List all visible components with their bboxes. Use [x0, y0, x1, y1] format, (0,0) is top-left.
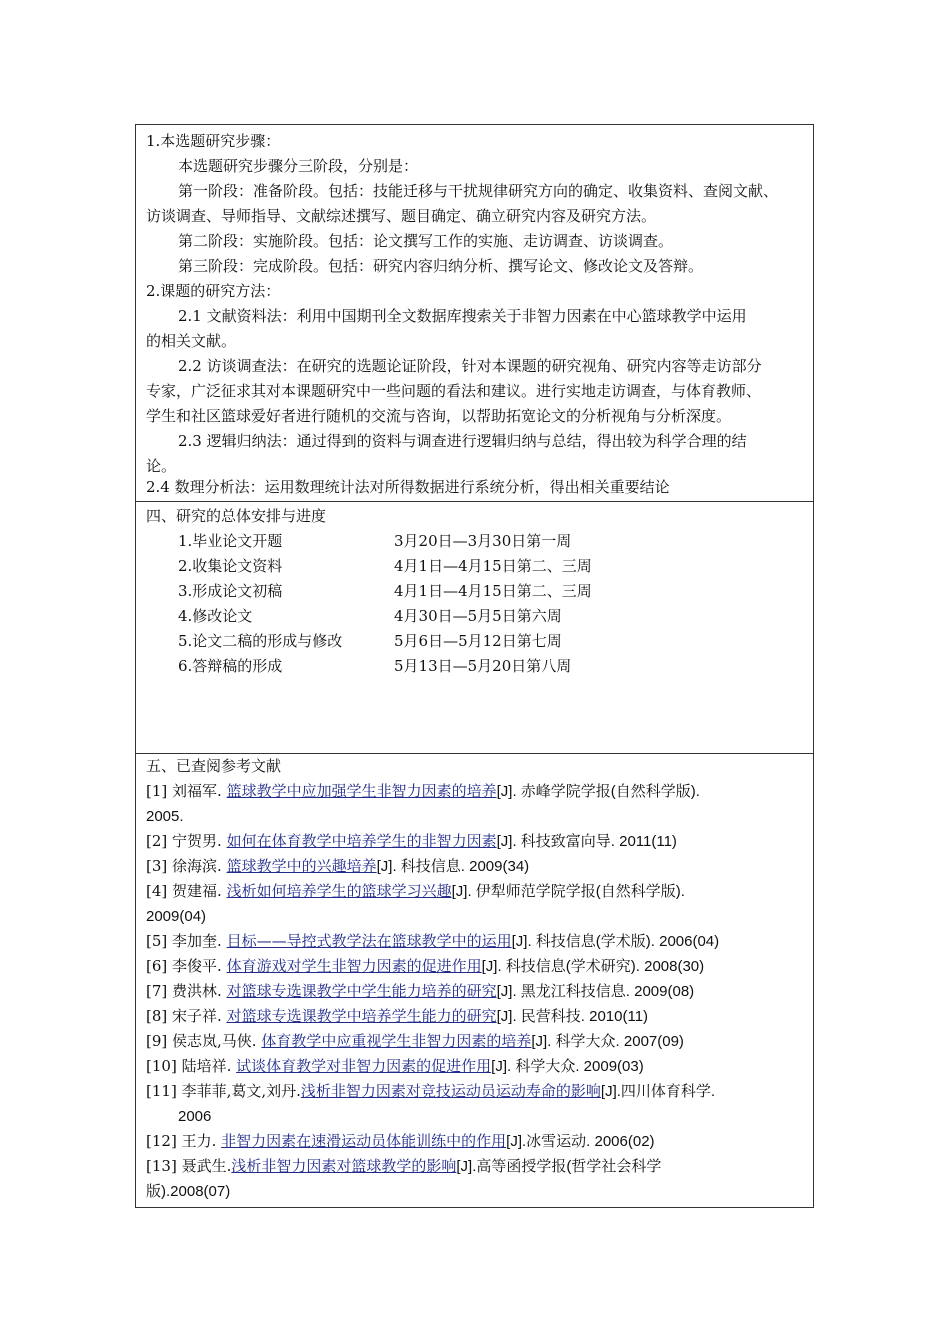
- reference-item: [1] 刘福军. 篮球教学中应加强学生非智力因素的培养[J]. 赤峰学院学报(自然科学版).: [146, 782, 700, 800]
- reference-title-link[interactable]: 浅析非智力因素对篮球教学的影响: [231, 1157, 457, 1175]
- reference-title-link[interactable]: 非智力因素在速滑运动员体能训练中的作用: [221, 1132, 507, 1150]
- reference-item: [9] 侯志岚,马俠. 体育教学中应重视学生非智力因素的培养[J]. 科学大众. 2007(09): [146, 1032, 684, 1050]
- references-heading: 五、已查阅参考文献: [146, 757, 282, 775]
- reference-continuation: 2006: [178, 1108, 212, 1125]
- method-literature-line1: 2.1 文献资料法：利用中国期刊全文数据库搜索关于非智力因素在中心篮球教学中运用: [178, 307, 747, 325]
- schedule-date: 5月6日—5月12日第七周: [394, 632, 562, 650]
- schedule-task: 1.毕业论文开题: [178, 532, 283, 550]
- schedule-task: 3.形成论文初稿: [178, 582, 283, 600]
- stage-one-line1: 第一阶段：准备阶段。包括：技能迁移与干扰规律研究方向的确定、收集资料、查阅文献、: [178, 182, 779, 200]
- reference-title-link[interactable]: 如何在体育教学中培养学生的非智力因素: [226, 832, 497, 850]
- schedule-date: 3月20日—3月30日第一周: [394, 532, 572, 550]
- reference-item: [12] 王力. 非智力因素在速滑运动员体能训练中的作用[J].冰雪运动. 2006(02): [146, 1132, 655, 1150]
- steps-heading: 1.本选题研究步骤：: [146, 132, 281, 150]
- reference-continuation: 2009(04): [146, 908, 207, 925]
- references-cell: [136, 753, 813, 1207]
- proposal-table: [135, 124, 814, 1208]
- schedule-task: 6.答辩稿的形成: [178, 657, 283, 675]
- reference-continuation: 2005.: [146, 808, 184, 825]
- reference-title-link[interactable]: 浅析非智力因素对竞技运动员运动寿命的影响: [300, 1082, 601, 1100]
- reference-title-link[interactable]: 试谈体育教学对非智力因素的促进作用: [236, 1057, 492, 1075]
- reference-item: [8] 宋子祥. 对篮球专选课教学中培养学生能力的研究[J]. 民营科技. 2010(11): [146, 1007, 649, 1025]
- method-interview-line2: 专家，广泛征求其对本课题研究中一些问题的看法和建议。进行实地走访调查，与体育教师、: [146, 382, 762, 400]
- method-interview-line3: 学生和社区篮球爱好者进行随机的交流与咨询，以帮助拓宽论文的分析视角与分析深度。: [146, 407, 732, 425]
- method-statistics: 2.4 数理分析法：运用数理统计法对所得数据进行系统分析，得出相关重要结论: [146, 478, 670, 496]
- reference-continuation: 版).2008(07): [146, 1183, 231, 1200]
- schedule-date: 4月1日—4月15日第二、三周: [394, 557, 592, 575]
- schedule-task: 2.收集论文资料: [178, 557, 283, 575]
- stage-two: 第二阶段：实施阶段。包括：论文撰写工作的实施、走访调查、访谈调查。: [178, 232, 674, 250]
- method-logic-line1: 2.3 逻辑归纳法：通过得到的资料与调查进行逻辑归纳与总结，得出较为科学合理的结: [178, 432, 747, 450]
- research-steps-cell: [136, 125, 813, 501]
- schedule-date: 4月1日—4月15日第二、三周: [394, 582, 592, 600]
- stage-three: 第三阶段：完成阶段。包括：研究内容归纳分析、撰写论文、修改论文及答辩。: [178, 257, 704, 275]
- schedule-task: 4.修改论文: [178, 607, 253, 625]
- method-literature-line2: 的相关文献。: [146, 332, 237, 350]
- reference-title-link[interactable]: 篮球教学中的兴趣培养: [226, 857, 377, 875]
- schedule-date: 4月30日—5月5日第六周: [394, 607, 562, 625]
- steps-intro: 本选题研究步骤分三阶段，分别是：: [178, 157, 419, 175]
- reference-item: [11] 李菲菲,葛文,刘丹.浅析非智力因素对竞技运动员运动寿命的影响[J].四川体育科学.: [146, 1082, 716, 1100]
- reference-title-link[interactable]: 浅析如何培养学生的篮球学习兴趣: [226, 882, 452, 900]
- reference-title-link[interactable]: 体育教学中应重视学生非智力因素的培养: [261, 1032, 532, 1050]
- reference-title-link[interactable]: 体育游戏对学生非智力因素的促进作用: [226, 957, 482, 975]
- reference-item: [3] 徐海滨. 篮球教学中的兴趣培养[J]. 科技信息. 2009(34): [146, 857, 530, 875]
- reference-title-link[interactable]: 目标——导控式教学法在篮球教学中的运用: [226, 932, 512, 950]
- schedule-date: 5月13日—5月20日第八周: [394, 657, 572, 675]
- reference-title-link[interactable]: 对篮球专选课教学中培养学生能力的研究: [226, 1007, 497, 1025]
- schedule-cell: [136, 501, 813, 753]
- reference-title-link[interactable]: 篮球教学中应加强学生非智力因素的培养: [226, 782, 497, 800]
- reference-title-link[interactable]: 对篮球专选课教学中学生能力培养的研究: [226, 982, 497, 1000]
- stage-one-line2: 访谈调查、导师指导、文献综述撰写、题目确定、确立研究内容及研究方法。: [146, 207, 657, 225]
- schedule-heading: 四、研究的总体安排与进度: [146, 507, 327, 525]
- method-logic-line2: 论。: [146, 457, 177, 475]
- reference-item: [7] 费洪林. 对篮球专选课教学中学生能力培养的研究[J]. 黑龙江科技信息. 2009(08): [146, 982, 695, 1000]
- reference-item: [13] 聂武生.浅析非智力因素对篮球教学的影响[J].高等函授学报(哲学社会科学: [146, 1157, 662, 1175]
- reference-item: [4] 贺建福. 浅析如何培养学生的篮球学习兴趣[J]. 伊犁师范学院学报(自然科学版).: [146, 882, 685, 900]
- reference-item: [5] 李加奎. 目标——导控式教学法在篮球教学中的运用[J]. 科技信息(学术版). 2006(04): [146, 932, 720, 950]
- reference-item: [2] 宁贺男. 如何在体育教学中培养学生的非智力因素[J]. 科技致富向导. 2011(11): [146, 832, 677, 850]
- methods-heading: 2.课题的研究方法：: [146, 282, 281, 300]
- schedule-task: 5.论文二稿的形成与修改: [178, 632, 343, 650]
- reference-item: [10] 陆培祥. 试谈体育教学对非智力因素的促进作用[J]. 科学大众. 2009(03): [146, 1057, 644, 1075]
- method-interview-line1: 2.2 访谈调查法：在研究的选题论证阶段，针对本课题的研究视角、研究内容等走访部分: [178, 357, 762, 375]
- reference-item: [6] 李俊平. 体育游戏对学生非智力因素的促进作用[J]. 科技信息(学术研究). 2008(30): [146, 957, 705, 975]
